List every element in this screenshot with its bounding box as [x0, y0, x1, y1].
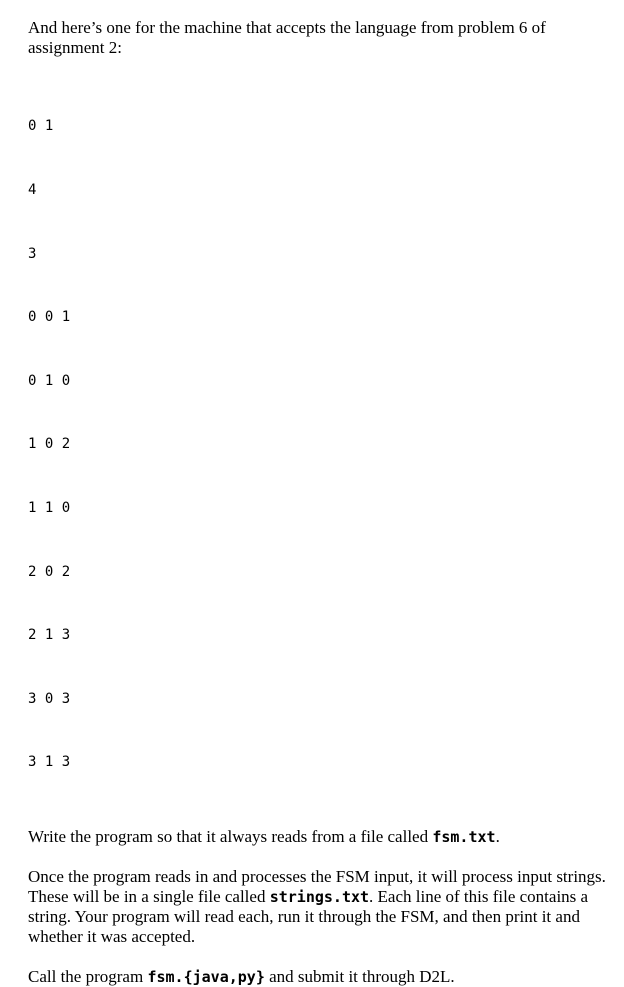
fsm-line: 1 1 0	[28, 499, 71, 516]
fsm-line: 2 0 2	[28, 563, 71, 580]
document-page	[28, 18, 612, 987]
fsm-line: 2 1 3	[28, 627, 71, 644]
fsm-line: 4	[28, 182, 37, 198]
fsm-line: 1 0 2	[28, 436, 71, 453]
once-text-after: . Each line of this file contains a string. Your program will read each, run it through the FSM, and then print it and whether it was accepted.	[28, 886, 589, 946]
write-text-before: Write the program so that it always reads from a file called	[28, 826, 433, 846]
fsm-line: 3	[28, 245, 37, 262]
call-text-before: Call the program	[28, 966, 148, 986]
call-text-after: and submit it through D2L.	[264, 966, 455, 986]
write-paragraph	[28, 827, 612, 847]
intro-paragraph: And here’s one for the machine that accepts the language from problem 6 of assignment 2:	[28, 18, 546, 57]
program-name-code: fsm.{java,py}	[147, 967, 265, 986]
fsm-filename-code: fsm.txt	[432, 827, 496, 846]
fsm-code-block	[28, 74, 612, 816]
fsm-line: 0 1	[28, 118, 54, 135]
fsm-line: 0 0 1	[28, 309, 71, 326]
call-paragraph	[28, 967, 612, 987]
once-text-before: Once the program reads in and processes the FSM input, it will process input strings. These will be in a single file called	[28, 866, 606, 906]
write-text-after: .	[495, 826, 500, 846]
fsm-line: 3 0 3	[28, 690, 71, 707]
fsm-line: 0 1 0	[28, 372, 71, 389]
strings-filename-code: strings.txt	[269, 887, 370, 906]
once-paragraph	[28, 867, 612, 947]
fsm-line: 3 1 3	[28, 754, 71, 771]
